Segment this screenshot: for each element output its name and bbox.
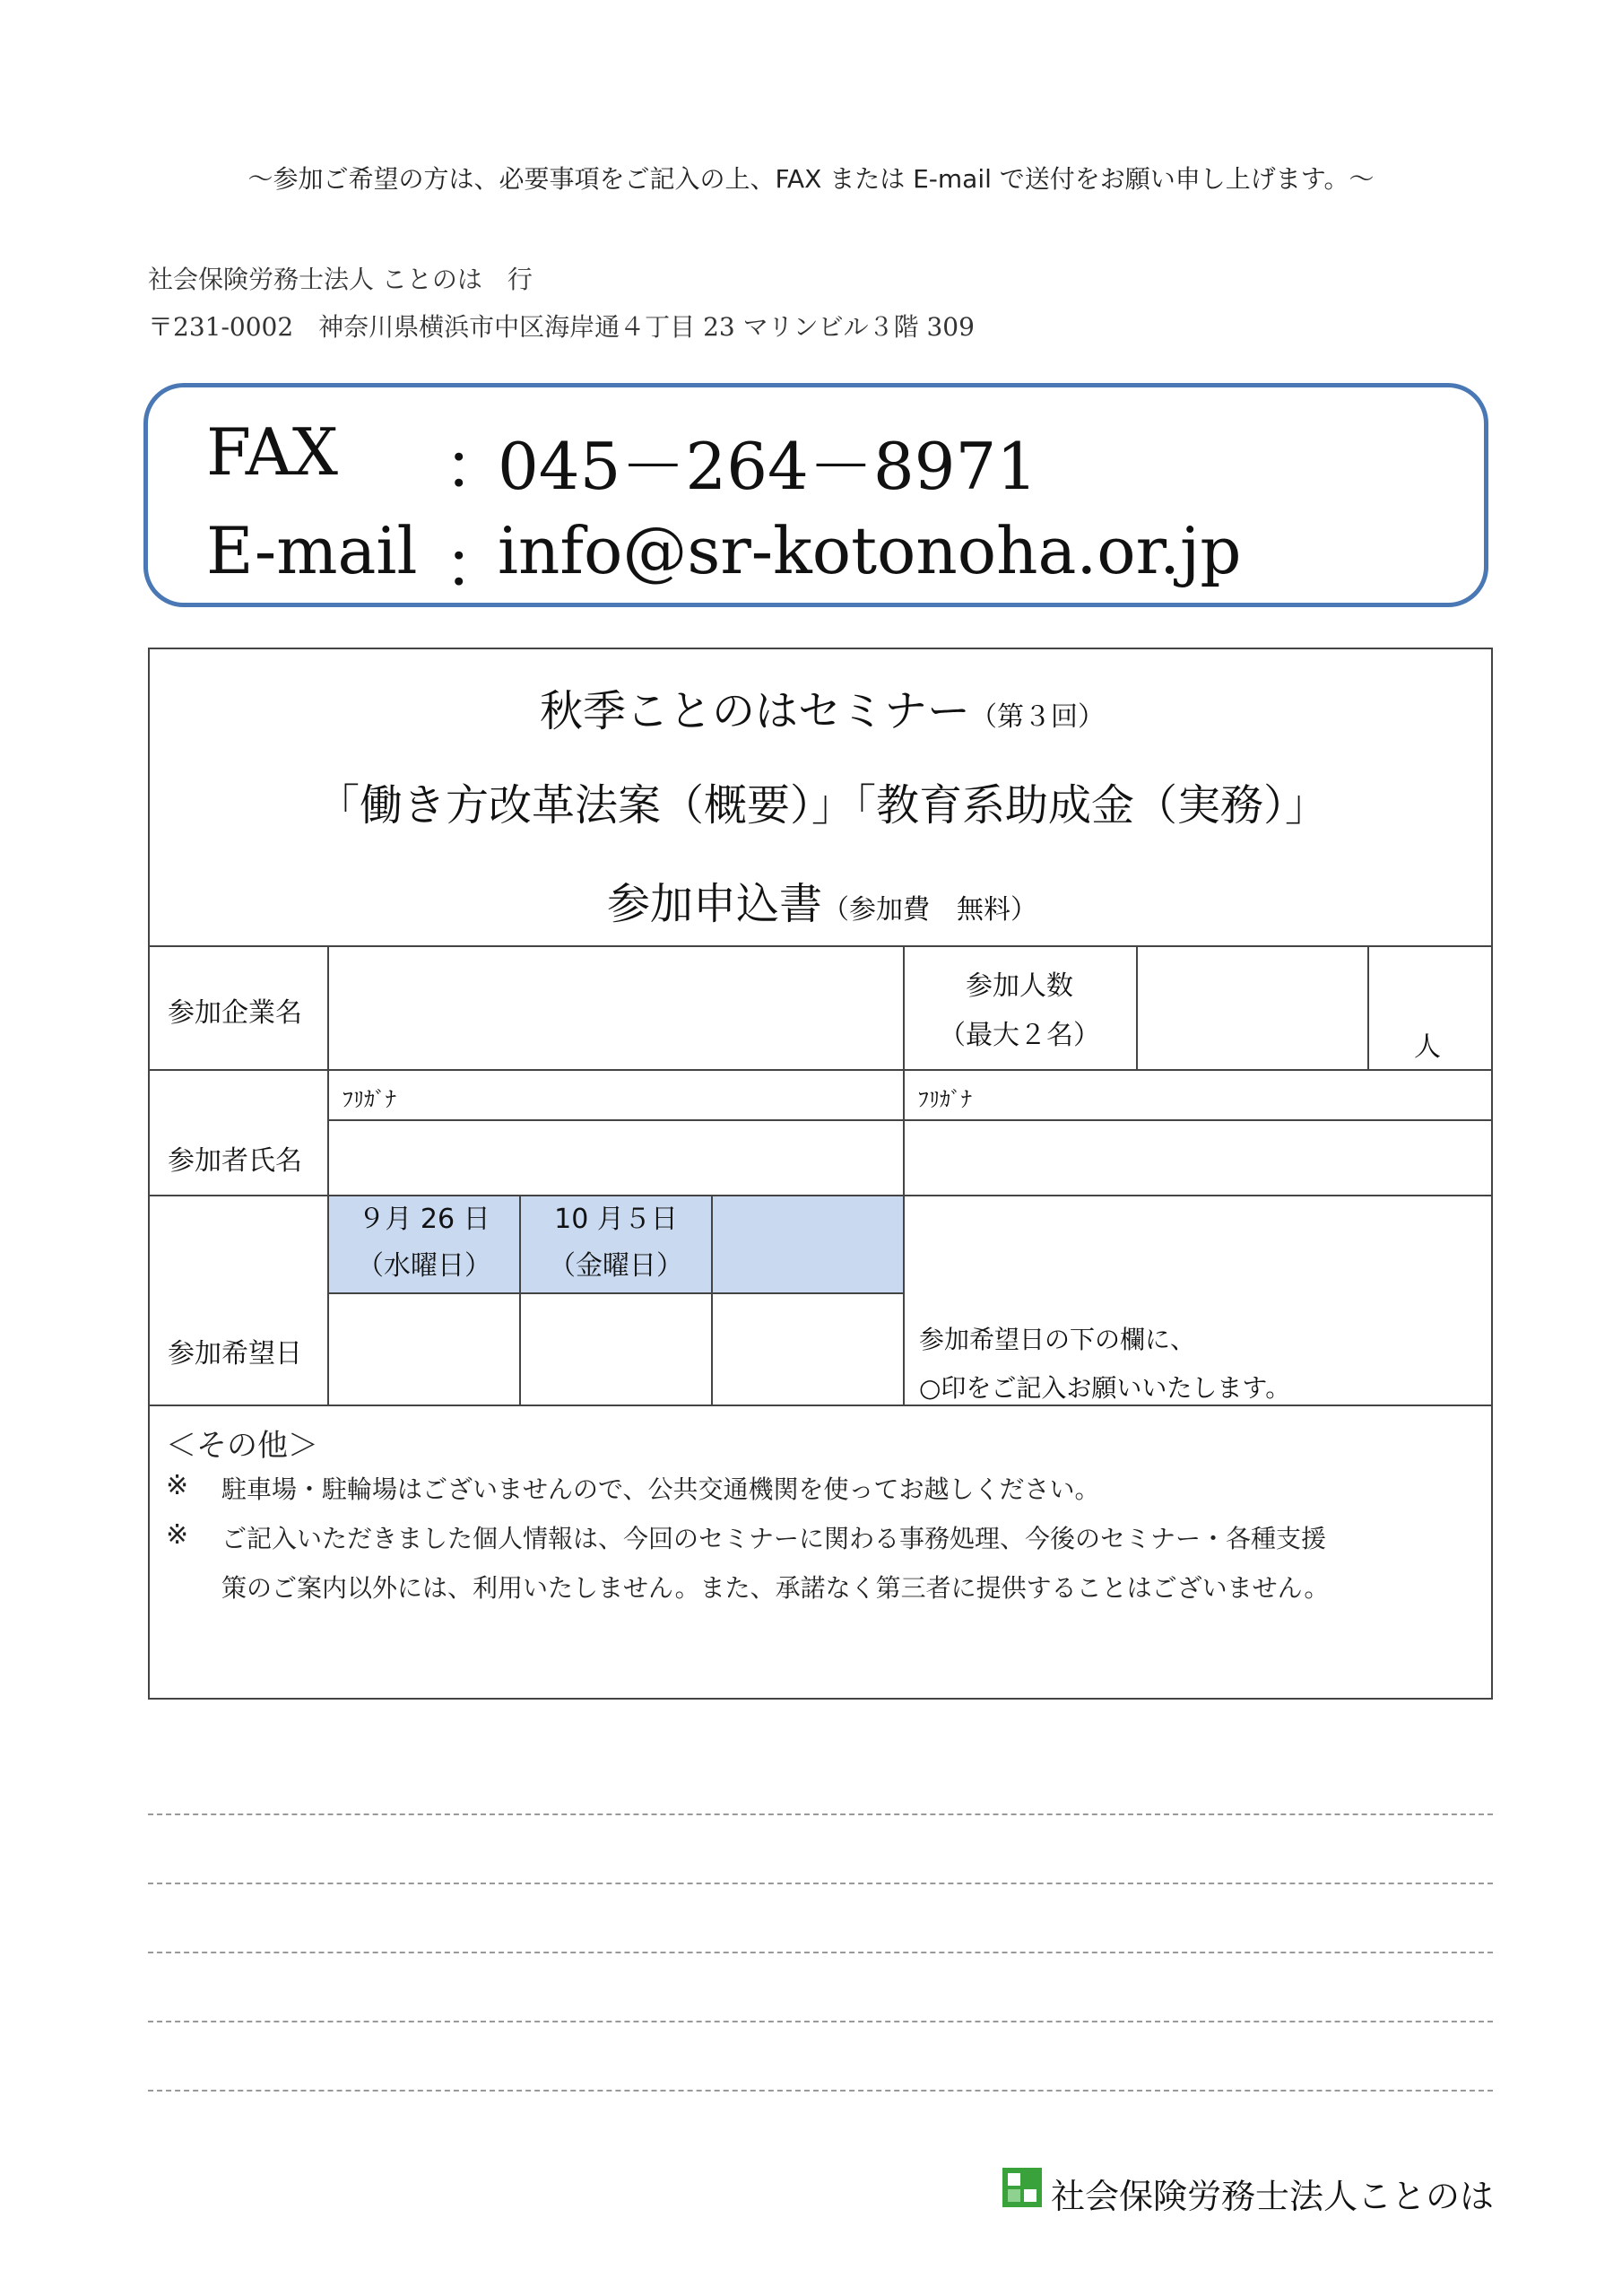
email-label: E-mail (206, 513, 418, 588)
memo-line (148, 1813, 1493, 1815)
note-privacy-line1: ご記入いただきました個人情報は、今回のセミナーに関わる事務処理、今後のセミナー・各種支援 (221, 1524, 1327, 1553)
seminar-title (150, 676, 1495, 738)
note-parking: 駐車場・駐輪場はございませんので、公共交通機関を使ってお越しください。 (221, 1474, 1100, 1504)
date-option-3 (713, 1196, 903, 1292)
company-name-field[interactable] (329, 947, 901, 1067)
attendees-max: （最大２名） (939, 1020, 1100, 1051)
seminar-topics: 「働き方改革法案（概要）」「教育系助成金（実務）」 (316, 780, 1328, 831)
note-mark-2: ※ (166, 1519, 189, 1551)
contact-box (143, 383, 1488, 607)
seminar-round: （第３回） (970, 701, 1105, 733)
participant-name-field-2[interactable] (905, 1121, 1489, 1193)
date-mark-field-2[interactable] (521, 1294, 711, 1404)
kotonoha-logo-icon (1002, 2168, 1042, 2207)
form-title (150, 869, 1495, 931)
company-name-label: 参加企業名 (168, 997, 302, 1029)
memo-line (148, 2021, 1493, 2022)
date-mark-field-1[interactable] (329, 1294, 519, 1404)
memo-line (148, 1952, 1493, 1953)
participant-name-label: 参加者氏名 (168, 1145, 302, 1177)
date-instruction-line2: ○印をご記入お願いいたします。 (919, 1373, 1291, 1403)
attendees-unit: 人 (1414, 1031, 1441, 1063)
note-privacy-line2: 策のご案内以外には、利用いたしません。また、承諾なく第三者に提供することはございません。 (221, 1573, 1330, 1603)
email-address: info@sr-kotonoha.or.jp (498, 513, 1242, 588)
date-instruction-line1: 参加希望日の下の欄に、 (919, 1325, 1196, 1354)
participant-name-field-1[interactable] (329, 1121, 901, 1193)
furigana-label-1: ﾌﾘｶﾞﾅ (343, 1087, 396, 1112)
fax-number: 045－264－8971 (498, 429, 1038, 504)
date-option-2 (521, 1196, 711, 1292)
date-mark-field-3[interactable] (713, 1294, 903, 1404)
note-mark-1: ※ (166, 1470, 189, 1501)
email-colon: ： (444, 527, 509, 603)
date-option-2-date: 10 月５日 (554, 1204, 678, 1235)
furigana-label-2: ﾌﾘｶﾞﾅ (918, 1087, 972, 1112)
attendees-label: 参加人数 (966, 970, 1073, 1002)
fax-label: FAX (206, 414, 338, 490)
date-option-2-weekday: （金曜日） (549, 1250, 683, 1282)
submission-note: ～参加ご希望の方は、必要事項をご記入の上、FAX または E-mail で送付をお願い申し上げます。～ (247, 164, 1375, 194)
form-title-main: 参加申込書 (606, 879, 822, 929)
addressee: 社会保険労務士法人 ことのは 行 (148, 265, 533, 294)
date-option-1-weekday: （水曜日） (357, 1250, 491, 1282)
furigana-field-1[interactable] (329, 1071, 901, 1118)
memo-line (148, 2090, 1493, 2092)
seminar-title-main: 秋季ことのはセミナー (539, 686, 970, 736)
preferred-date-label: 参加希望日 (168, 1338, 302, 1370)
memo-line (148, 1883, 1493, 1884)
application-form (148, 648, 1493, 1700)
date-option-1 (329, 1196, 519, 1292)
address: 〒231-0002 神奈川県横浜市中区海岸通４丁目 23 マリンビル３階 309 (148, 312, 975, 342)
furigana-field-2[interactable] (905, 1071, 1489, 1118)
fax-colon: ： (444, 429, 509, 504)
attendees-count-field[interactable] (1138, 947, 1366, 1067)
divider (150, 1405, 1491, 1406)
notes-heading: ＜その他＞ (166, 1428, 318, 1464)
participation-fee: （参加費 無料） (822, 894, 1037, 926)
footer-org-name: 社会保険労務士法人ことのは (1051, 2177, 1495, 2216)
date-option-1-date: ９月 26 日 (358, 1204, 490, 1235)
divider (1367, 945, 1369, 1069)
